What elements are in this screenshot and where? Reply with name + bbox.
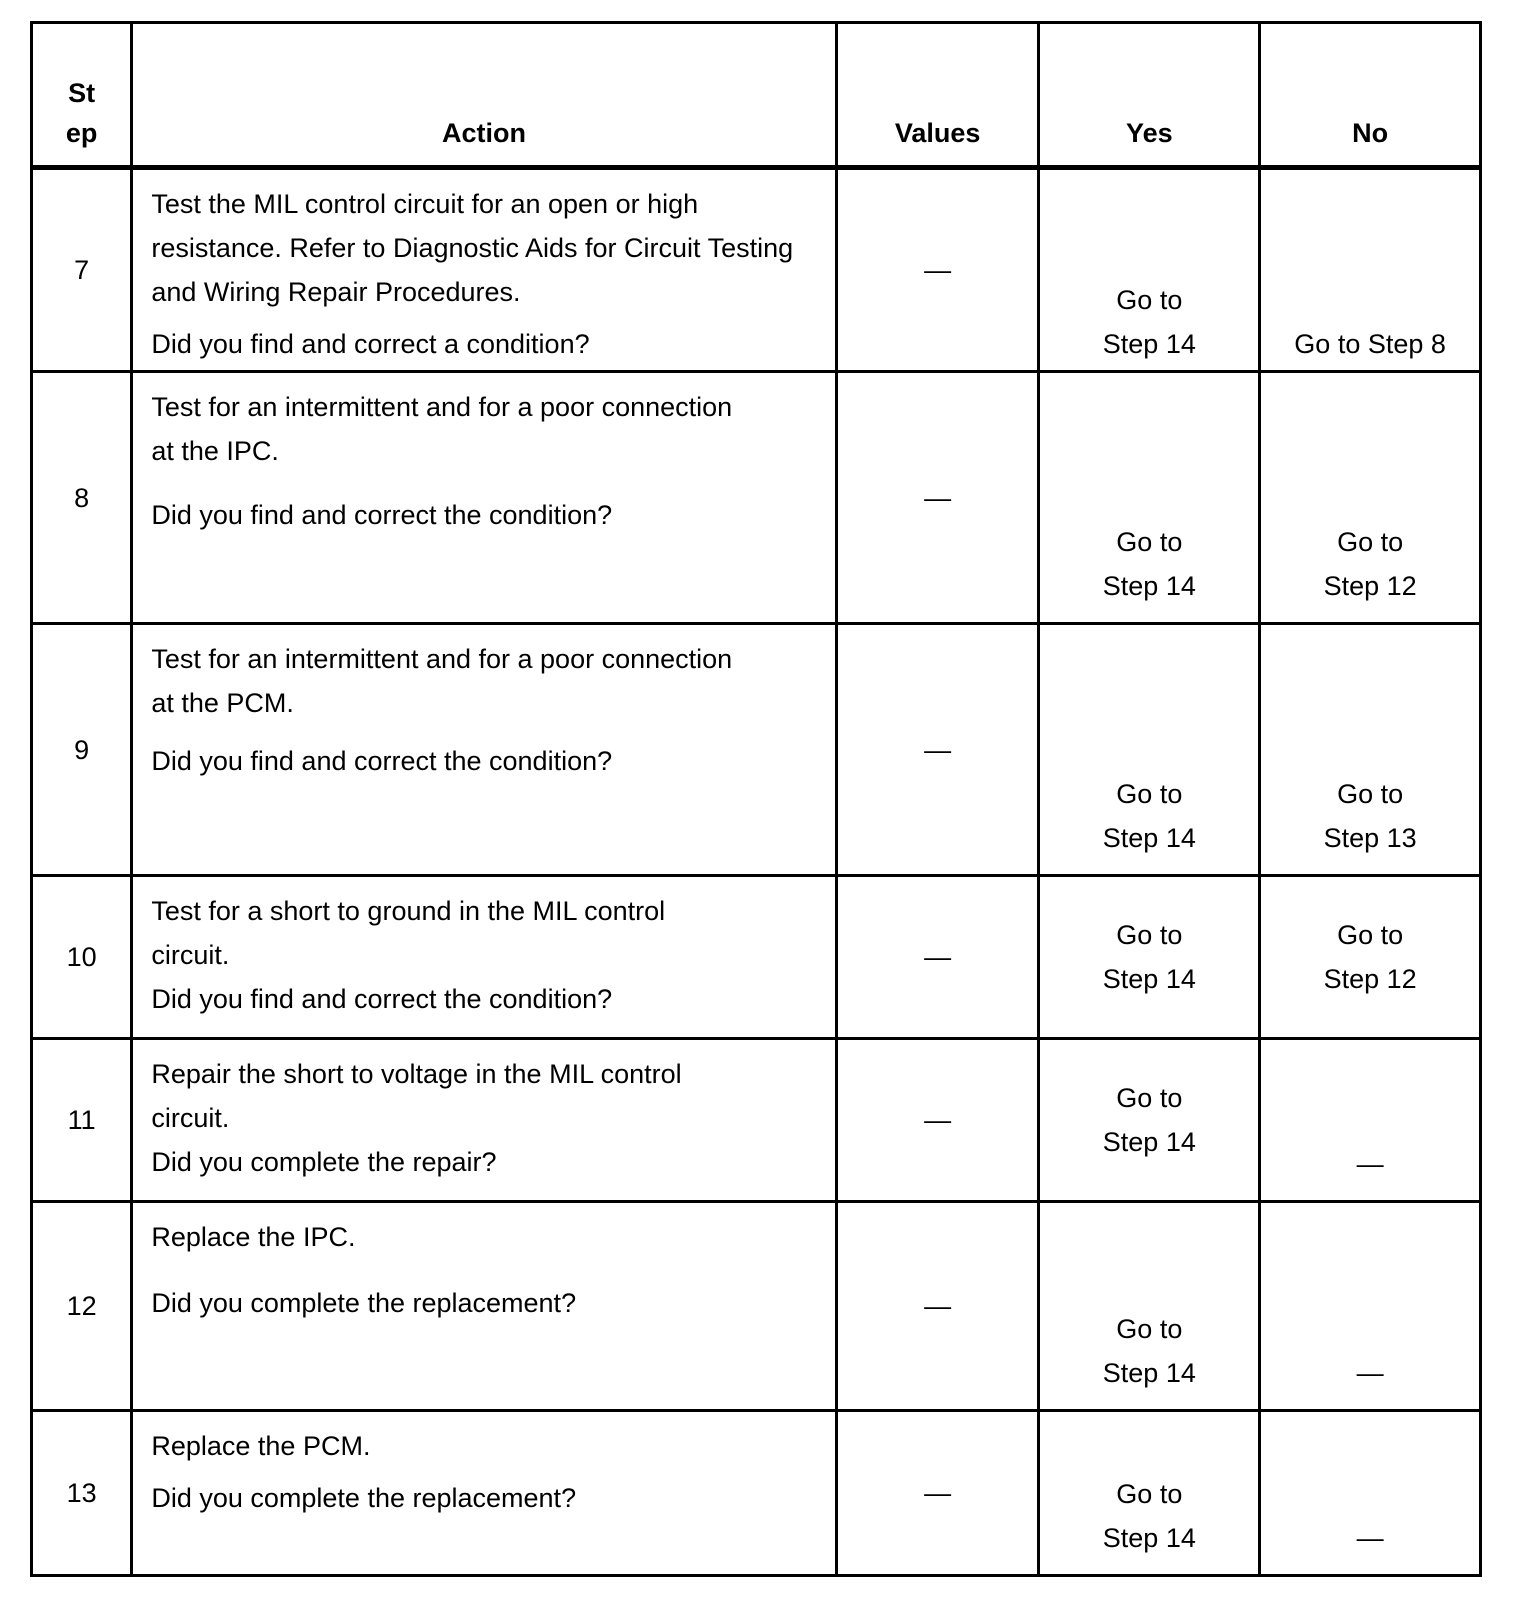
action-text: Test for an intermittent and for a poor connection at the IPC. [151, 392, 733, 466]
action-question: Did you find and correct a condition? [151, 329, 590, 359]
action-cell [132, 624, 836, 876]
no-goto: Go to Step 13 [1323, 779, 1417, 853]
step-number: 11 [32, 1039, 132, 1202]
no-cell [1260, 372, 1481, 624]
table-row [32, 372, 1481, 624]
action-question: Did you find and correct the condition? [151, 984, 613, 1014]
header-row [32, 23, 1481, 168]
header-step [32, 23, 132, 168]
step-number: 9 [32, 624, 132, 876]
no-cell: — [1260, 1202, 1481, 1411]
diagnostic-table [30, 21, 1482, 1577]
table-row [32, 624, 1481, 876]
action-question: Did you complete the replacement? [151, 1288, 577, 1318]
yes-cell [1039, 624, 1260, 876]
action-cell [132, 1039, 836, 1202]
action-cell [132, 1202, 836, 1411]
no-goto: Go to Step 12 [1323, 527, 1417, 601]
action-cell [132, 1411, 836, 1576]
table-row [32, 1039, 1481, 1202]
header-yes: Yes [1039, 23, 1260, 168]
action-text: Test for an intermittent and for a poor connection at the PCM. [151, 644, 733, 718]
no-cell [1260, 168, 1481, 372]
action-question: Did you complete the replacement? [151, 1483, 577, 1513]
yes-cell [1039, 876, 1260, 1039]
yes-goto: Go to Step 14 [1102, 527, 1196, 601]
yes-cell [1039, 1411, 1260, 1576]
yes-cell [1039, 1039, 1260, 1202]
values-cell: — [836, 624, 1039, 876]
header-no: No [1260, 23, 1481, 168]
action-question: Did you find and correct the condition? [151, 746, 613, 776]
action-cell [132, 876, 836, 1039]
action-text: Replace the PCM. [151, 1431, 371, 1461]
values-cell: — [836, 1411, 1039, 1576]
action-question: Did you complete the repair? [151, 1147, 497, 1177]
step-number: 10 [32, 876, 132, 1039]
yes-cell [1039, 372, 1260, 624]
yes-cell [1039, 168, 1260, 372]
action-text: Repair the short to voltage in the MIL control circuit. [151, 1059, 682, 1133]
yes-goto: Go to Step 14 [1102, 1479, 1196, 1553]
table-row [32, 168, 1481, 372]
table-row [32, 876, 1481, 1039]
no-goto: Go to Step 12 [1323, 920, 1417, 994]
values-cell: — [836, 168, 1039, 372]
yes-goto: Go to Step 14 [1102, 920, 1196, 994]
header-action: Action [132, 23, 836, 168]
step-number: 7 [32, 168, 132, 372]
action-text: Test for a short to ground in the MIL control circuit. [151, 896, 666, 970]
values-cell: — [836, 372, 1039, 624]
values-cell: — [836, 1202, 1039, 1411]
table-header [32, 23, 1481, 168]
header-step-line1: St [68, 78, 96, 108]
step-number: 8 [32, 372, 132, 624]
header-values: Values [836, 23, 1039, 168]
action-cell [132, 168, 836, 372]
yes-goto: Go to Step 14 [1102, 1314, 1196, 1388]
values-cell: — [836, 1039, 1039, 1202]
no-cell [1260, 624, 1481, 876]
table-row [32, 1411, 1481, 1576]
action-question: Did you find and correct the condition? [151, 500, 613, 530]
yes-cell [1039, 1202, 1260, 1411]
action-text: Test the MIL control circuit for an open or high resistance. Refer to Diagnostic Aids for Circuit Testing and Wiring Repair Procedures. [151, 189, 794, 307]
step-number: 12 [32, 1202, 132, 1411]
no-goto: Go to Step 8 [1294, 329, 1446, 359]
no-cell [1260, 876, 1481, 1039]
header-step-line2: ep [65, 118, 98, 148]
table-row [32, 1202, 1481, 1411]
values-cell: — [836, 876, 1039, 1039]
no-cell: — [1260, 1411, 1481, 1576]
step-number: 13 [32, 1411, 132, 1576]
action-text: Replace the IPC. [151, 1222, 356, 1252]
no-cell: — [1260, 1039, 1481, 1202]
action-cell [132, 372, 836, 624]
table-body [32, 168, 1481, 1576]
yes-goto: Go to Step 14 [1102, 1083, 1196, 1157]
yes-goto: Go to Step 14 [1102, 285, 1196, 359]
yes-goto: Go to Step 14 [1102, 779, 1196, 853]
